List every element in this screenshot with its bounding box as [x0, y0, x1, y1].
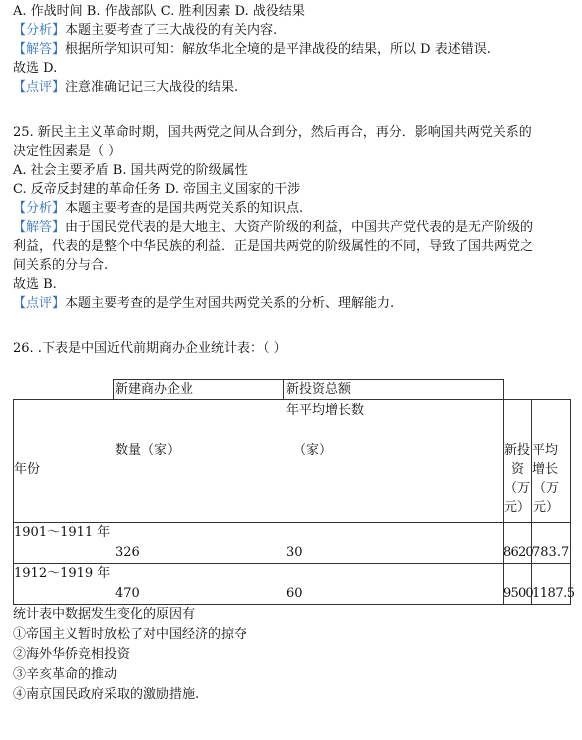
question-25-options-cd: C. 反帝反封建的革命任务 D. 帝国主义国家的干涉 — [13, 182, 301, 197]
solution-text: 由于国民党代表的是大地主、大资产阶级的利益，中国共产党代表的是无产阶级的 — [65, 220, 534, 235]
header-growth-col: 元） — [533, 500, 560, 515]
header-growth-col: （万 — [533, 481, 560, 496]
table-cell-growth-money: 783.7 — [532, 545, 570, 560]
table-cell-count: 326 — [115, 545, 140, 560]
table-border — [13, 522, 571, 523]
table-cell-growth-money: 1187.5 — [532, 586, 575, 601]
header-invest-col: （万 — [504, 481, 531, 496]
solution-24 — [13, 41, 491, 59]
question-25-options-ab: A. 社会主要矛盾 B. 国共两党的阶级属性 — [13, 163, 248, 178]
answer-24: 故选 D. — [13, 61, 58, 76]
solution-text: 根据所学知识可知：解放华北全境的是平津战役的结果，所以 D 表述错误. — [65, 42, 491, 57]
header-growth-col: 平均 — [532, 443, 559, 458]
solution-tag: 【解答】 — [13, 42, 66, 57]
comment-tag: 【点评】 — [13, 80, 66, 95]
table-border — [113, 379, 503, 380]
reason-option: ③辛亥革命的推动 — [13, 667, 118, 682]
question-25-line2: 决定性因素是（ ） — [13, 144, 122, 159]
header-count: 数量（家） — [115, 443, 181, 458]
table-border — [13, 604, 571, 605]
reasons-intro: 统计表中数据发生变化的原因有 — [13, 607, 196, 622]
analysis-tag: 【分析】 — [13, 201, 66, 216]
table-cell-count: 470 — [115, 586, 140, 601]
question-24-options: A. 作战时间 B. 作战部队 C. 胜利因素 D. 战役结果 — [13, 4, 305, 19]
comment-24 — [13, 79, 238, 97]
header-new-invest: 新投资总额 — [286, 382, 352, 397]
header-year: 年份 — [14, 462, 41, 477]
question-26: 26. .下表是中国近代前期商办企业统计表：（ ） — [13, 341, 287, 356]
analysis-text: 本题主要考查的是国共两党关系的知识点. — [65, 201, 304, 216]
solution-25-line3: 间关系的分与合. — [13, 258, 109, 273]
table-border — [283, 379, 284, 400]
solution-25-line2: 利益，代表的是整个中华民族的利益．正是国共两党的阶级属性的不同，导致了国共两党之 — [13, 239, 534, 254]
header-invest-col: 资 — [511, 462, 525, 477]
solution-25-line1 — [13, 219, 533, 237]
solution-tag: 【解答】 — [13, 220, 66, 235]
comment-text: 本题主要考查的是学生对国共两党关系的分析、理解能力. — [65, 296, 395, 311]
comment-text: 注意准确记记三大战役的结果. — [65, 80, 239, 95]
table-cell-invest: 8620 — [503, 545, 533, 560]
table-border — [283, 399, 503, 400]
reason-option: ④南京国民政府采取的激励措施. — [13, 687, 200, 702]
header-new-company: 新建商办企业 — [115, 382, 194, 397]
table-border — [13, 563, 571, 564]
header-count-unit: （家） — [293, 443, 333, 458]
table-border — [531, 399, 532, 605]
header-invest-col: 元） — [504, 500, 531, 515]
analysis-25 — [13, 200, 303, 218]
analysis-text: 本题主要考查了三大战役的有关内容. — [65, 23, 278, 38]
table-border — [113, 379, 114, 400]
comment-25 — [13, 295, 394, 313]
reason-option: ②海外华侨竞相投资 — [13, 647, 131, 662]
comment-tag: 【点评】 — [13, 296, 66, 311]
header-annual-growth: 年平均增长数 — [286, 403, 365, 418]
table-cell-invest: 9500 — [503, 586, 533, 601]
analysis-24 — [13, 22, 277, 40]
reason-option: ①帝国主义暂时放松了对中国经济的掠夺 — [13, 627, 248, 642]
answer-25: 故选 B. — [13, 277, 57, 292]
table-cell-year: 1901～1911 年 — [14, 525, 111, 540]
header-growth-col: 增长 — [532, 462, 559, 477]
statistics-table — [13, 379, 575, 605]
analysis-tag: 【分析】 — [13, 23, 66, 38]
table-cell-growth: 60 — [286, 586, 303, 601]
table-cell-growth: 30 — [286, 545, 303, 560]
question-25-line1: 25. 新民主主义革命时期，国共两党之间从合到分，然后再合，再分．影响国共两党关系的 — [13, 125, 532, 140]
table-cell-year: 1912～1919 年 — [14, 566, 111, 581]
table-border — [570, 399, 571, 605]
header-invest-col: 新投 — [504, 443, 531, 458]
